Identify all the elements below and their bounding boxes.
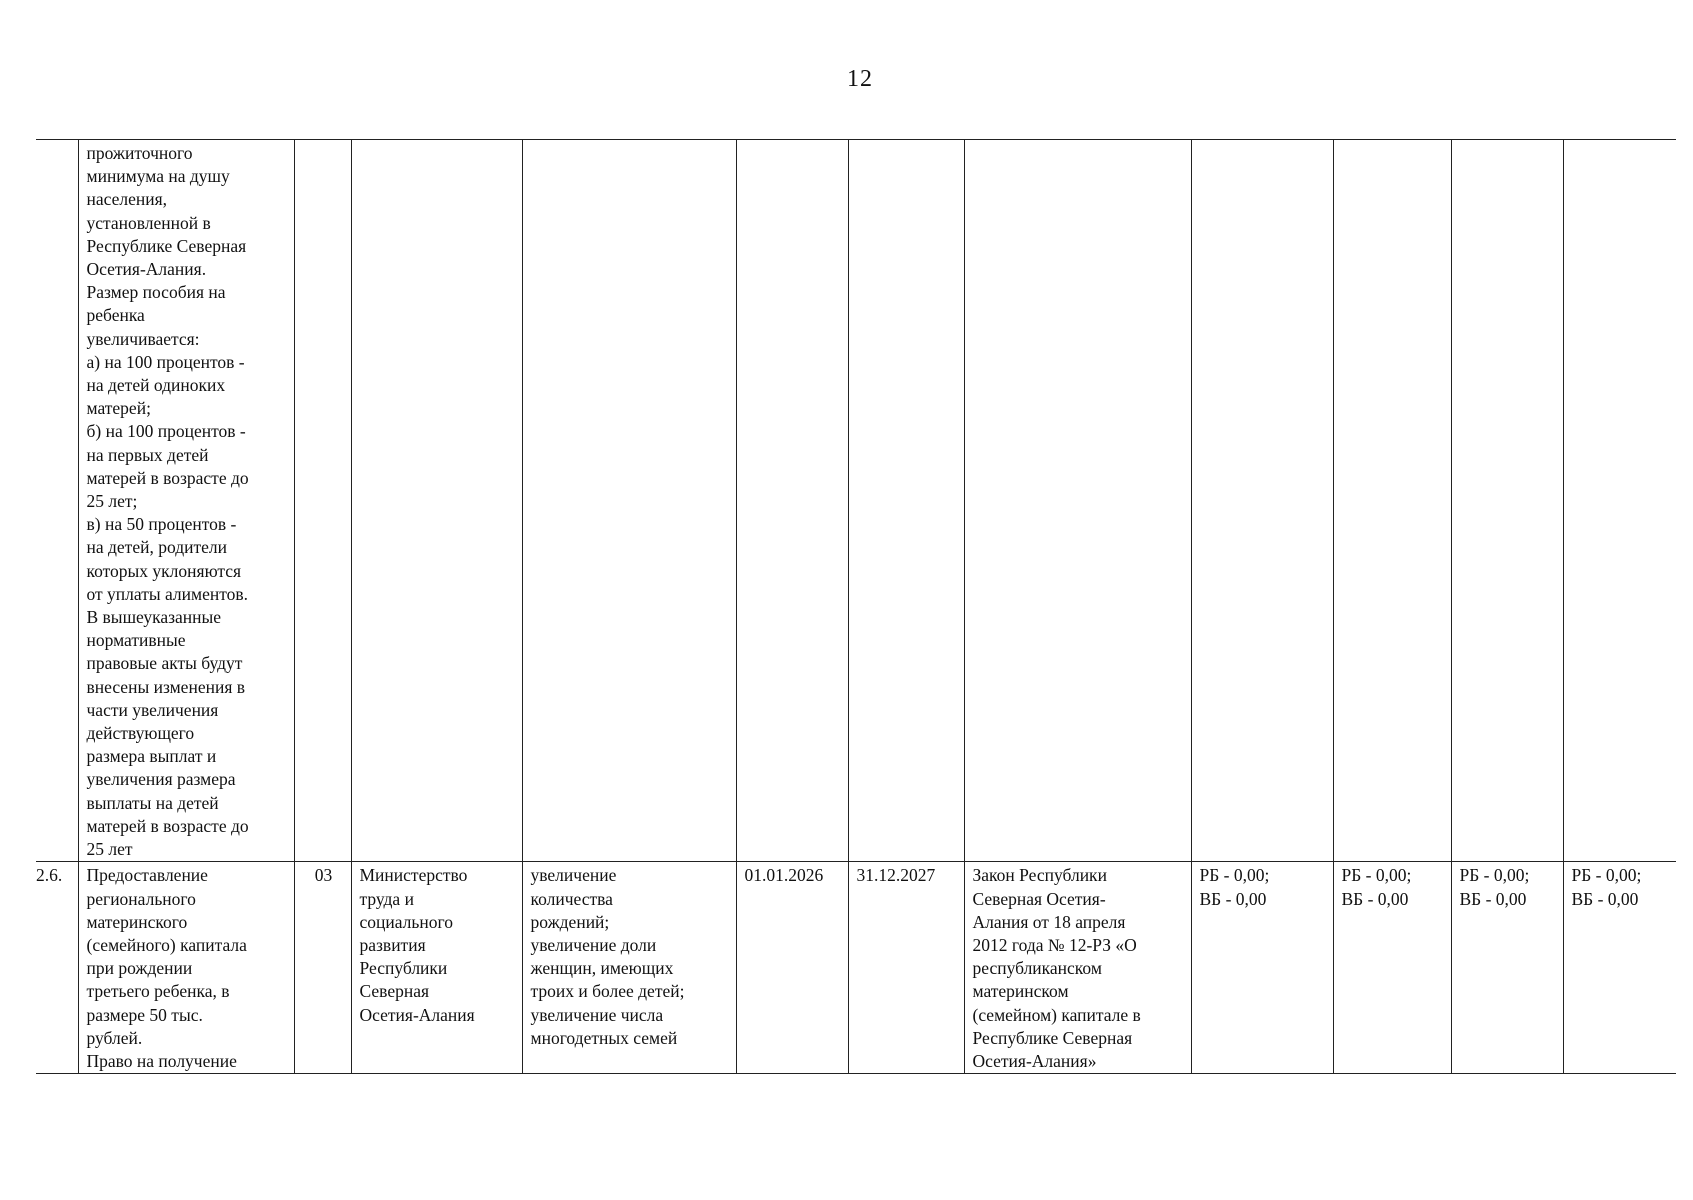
table-row (36, 862, 1676, 1074)
measures-table (36, 139, 1676, 1074)
start-date-cell (736, 140, 848, 862)
end-date-cell: 31.12.2027 (848, 862, 964, 1074)
start-date-cell: 01.01.2026 (736, 862, 848, 1074)
funding-cell: РБ - 0,00; ВБ - 0,00 (1333, 862, 1451, 1074)
funding-cell (1191, 140, 1333, 862)
code-cell (294, 140, 351, 862)
measure-description-cell: прожиточного минимума на душу населения, установленной в Республике Северная Осетия-Алания. Размер пособия на ребенка увеличивается: а) на 100 процентов - на детей одиноких матерей; б) на 100 процентов - на первых детей матерей в возрасте до 25 лет; в) на 50 процентов - на детей, родители которых уклоняются от уплаты алиментов. В вышеуказанные нормативные правовые акты будут внесены изменения в части увеличения действующего размера выплат и увеличения размера выплаты на детей матерей в возрасте до 25 лет (78, 140, 294, 862)
executor-cell: Министерство труда и социального развития Республики Северная Осетия-Алания (351, 862, 522, 1074)
funding-cell (1451, 140, 1563, 862)
result-cell: увеличение количества рождений; увеличение доли женщин, имеющих троих и более детей; увеличение числа многодетных семей (522, 862, 736, 1074)
funding-cell: РБ - 0,00; ВБ - 0,00 (1563, 862, 1676, 1074)
row-number-cell (36, 140, 78, 862)
legal-act-cell (964, 140, 1191, 862)
executor-cell (351, 140, 522, 862)
code-cell: 03 (294, 862, 351, 1074)
end-date-cell (848, 140, 964, 862)
measure-description-cell: Предоставление регионального материнского (семейного) капитала при рождении третьего ребенка, в размере 50 тыс. рублей. Право на получение (78, 862, 294, 1074)
funding-cell: РБ - 0,00; ВБ - 0,00 (1191, 862, 1333, 1074)
funding-cell (1563, 140, 1676, 862)
result-cell (522, 140, 736, 862)
table-row (36, 140, 1676, 862)
row-number-cell: 2.6. (36, 862, 78, 1074)
legal-act-cell: Закон Республики Северная Осетия- Алания от 18 апреля 2012 года № 12-РЗ «О республиканском материнском (семейном) капитале в Республике Северная Осетия-Алания» (964, 862, 1191, 1074)
funding-cell (1333, 140, 1451, 862)
funding-cell: РБ - 0,00; ВБ - 0,00 (1451, 862, 1563, 1074)
page-number: 12 (847, 66, 873, 92)
